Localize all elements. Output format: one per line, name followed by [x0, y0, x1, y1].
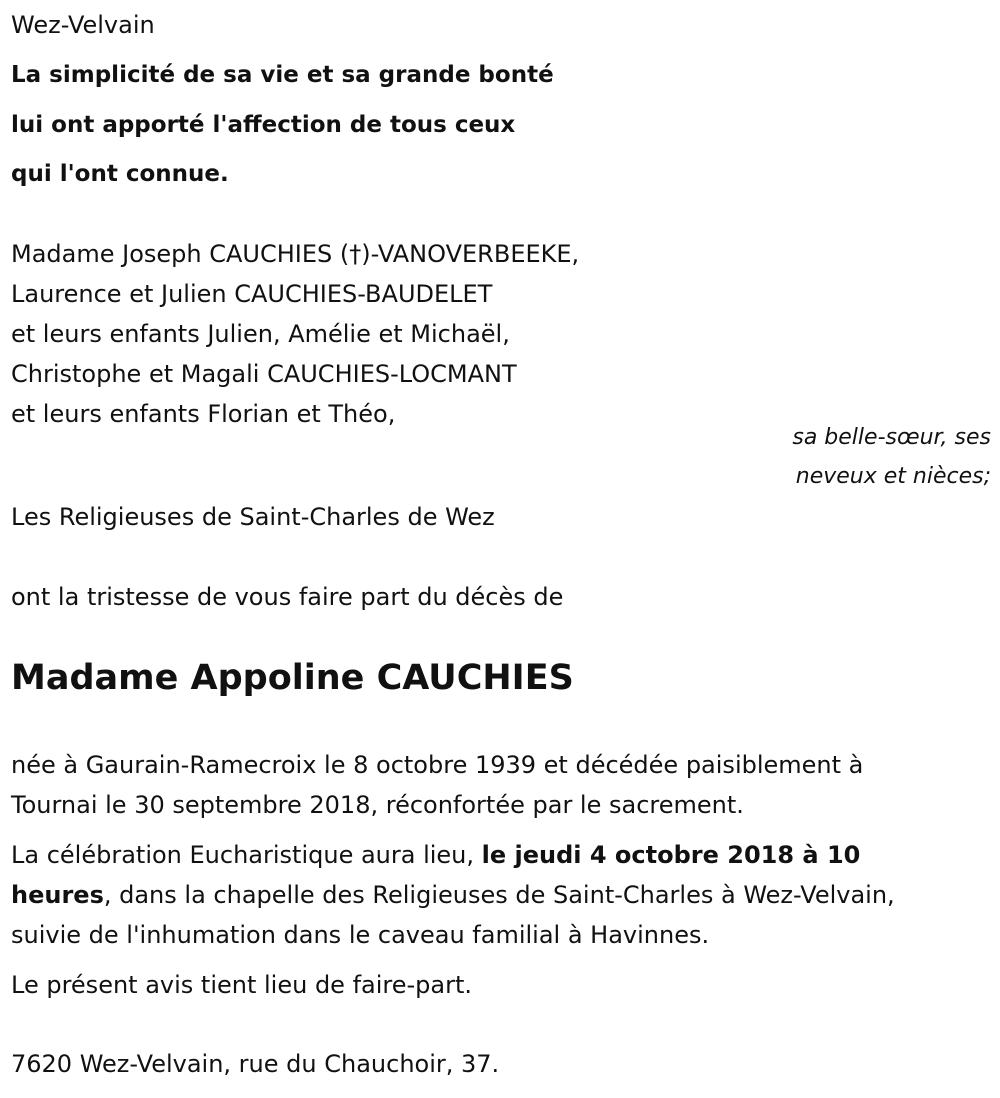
quote-line-3: qui l'ont connue.	[11, 161, 229, 187]
location-header: Wez-Velvain	[11, 11, 155, 39]
ceremony-date: le jeudi 4 octobre 2018 à 10	[481, 841, 861, 869]
relation-line-2: neveux et nièces;	[795, 464, 991, 489]
birth-death-line-2: Tournai le 30 septembre 2018, réconfortée par le sacrement.	[11, 791, 744, 819]
ceremony-place: , dans la chapelle des Religieuses de Saint-Charles à Wez-Velvain,	[103, 881, 895, 909]
quote-line-2: lui ont apporté l'affection de tous ceux	[11, 112, 516, 138]
relation-line-1: sa belle-sœur, ses	[792, 425, 991, 450]
birth-death-line-1: née à Gaurain-Ramecroix le 8 octobre 1939 et décédée paisiblement à	[11, 751, 864, 779]
ceremony-line-3: suivie de l'inhumation dans le caveau familial à Havinnes.	[11, 921, 710, 949]
family-line-2: Laurence et Julien CAUCHIES-BAUDELET	[11, 280, 493, 308]
deceased-name: Madame Appoline CAUCHIES	[11, 658, 574, 698]
ceremony-line-1	[11, 840, 860, 870]
religious-line: Les Religieuses de Saint-Charles de Wez	[11, 503, 495, 531]
ceremony-intro: La célébration Eucharistique aura lieu,	[11, 841, 482, 869]
family-line-5: et leurs enfants Florian et Théo,	[11, 400, 396, 428]
notice-line: Le présent avis tient lieu de faire-part.	[11, 971, 473, 999]
family-line-1: Madame Joseph CAUCHIES (†)-VANOVERBEEKE,	[11, 240, 580, 268]
announcement-line: ont la tristesse de vous faire part du décès de	[11, 583, 564, 611]
ceremony-hours: heures	[11, 881, 104, 909]
family-line-3: et leurs enfants Julien, Amélie et Michaël,	[11, 320, 510, 348]
quote-line-1: La simplicité de sa vie et sa grande bonté	[11, 62, 554, 88]
address-line: 7620 Wez-Velvain, rue du Chauchoir, 37.	[11, 1050, 500, 1078]
ceremony-line-2	[11, 880, 895, 910]
family-line-4: Christophe et Magali CAUCHIES-LOCMANT	[11, 360, 517, 388]
